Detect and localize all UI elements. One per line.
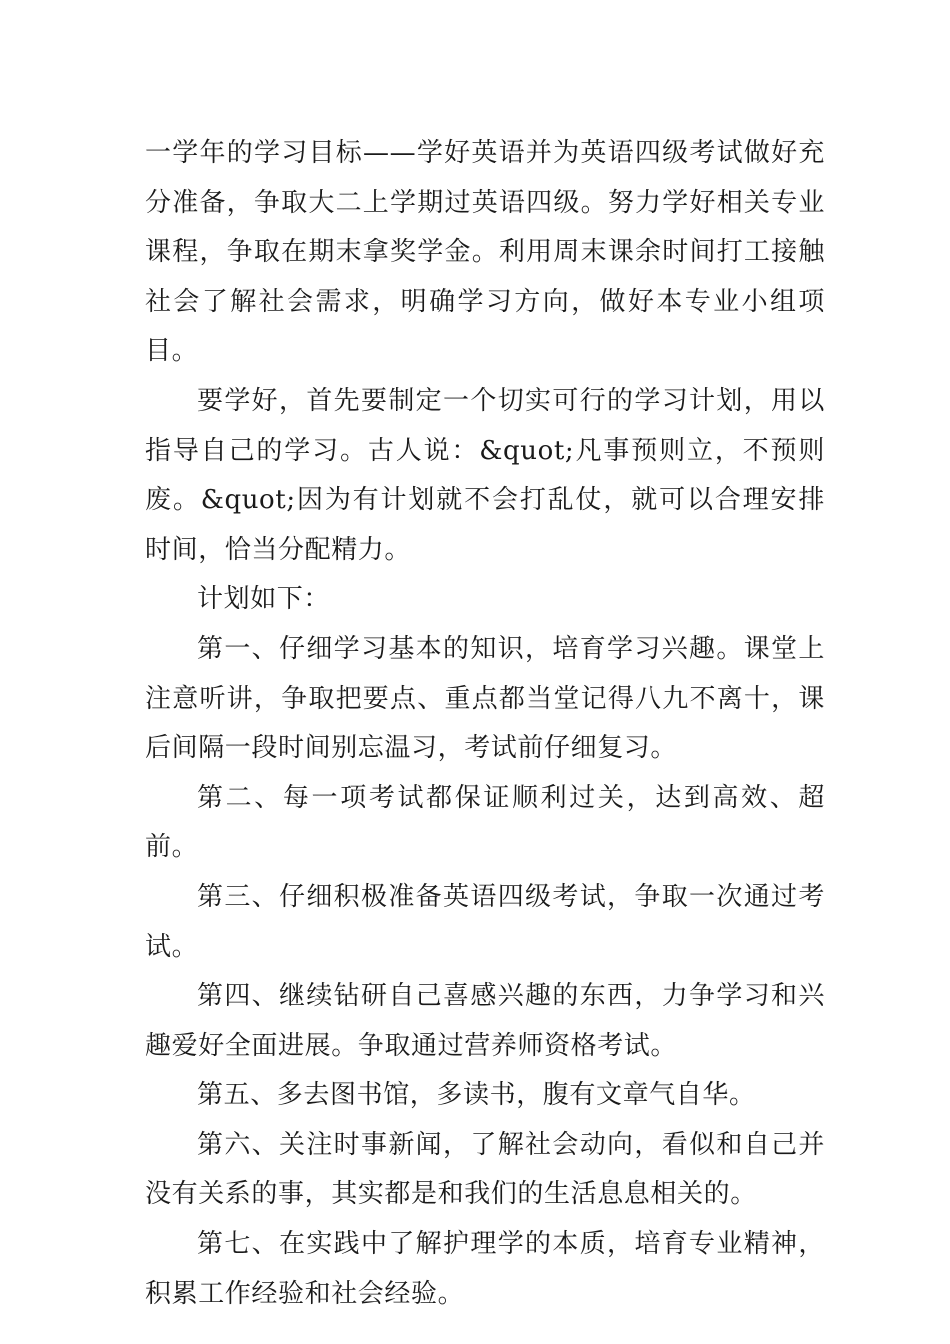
paragraph-plan-intro: 要学好，首先要制定一个切实可行的学习计划，用以指导自己的学习。古人说：&quot;凡事预则立，不预则废。&quot;因为有计划就不会打乱仗，就可以合理安排时间，恰当分配精力。 <box>145 385 825 565</box>
paragraph-item-6: 第六、关注时事新闻，了解社会动向，看似和自己并没有关系的事，其实都是和我们的生活息息相关的。 <box>145 1129 825 1210</box>
paragraph-item-1: 第一、仔细学习基本的知识，培育学习兴趣。课堂上注意听讲，争取把要点、重点都当堂记得八九不离十，课后间隔一段时间别忘温习，考试前仔细复习。 <box>145 633 825 764</box>
paragraph-plan-heading: 计划如下： <box>197 584 331 615</box>
paragraph-item-2: 第二、每一项考试都保证顺利过关，达到高效、超前。 <box>145 782 825 863</box>
paragraph-item-3: 第三、仔细积极准备英语四级考试，争取一次通过考试。 <box>145 881 825 962</box>
paragraph-item-7: 第七、在实践中了解护理学的本质，培育专业精神，积累工作经验和社会经验。 <box>145 1229 825 1309</box>
paragraph-goals: 一学年的学习目标——学好英语并为英语四级考试做好充分准备，争取大二上学期过英语四级。努力学好相关专业课程，争取在期末拿奖学金。利用周末课余时间打工接触社会了解社会需求，明确学习方向，做好本专业小组项目。 <box>145 138 825 367</box>
paragraph-item-4: 第四、继续钻研自己喜感兴趣的东西，力争学习和兴趣爱好全面进展。争取通过营养师资格考试。 <box>145 981 825 1061</box>
document-body <box>145 129 825 1319</box>
paragraph-item-5: 第五、多去图书馆，多读书，腹有文章气自华。 <box>197 1080 756 1111</box>
